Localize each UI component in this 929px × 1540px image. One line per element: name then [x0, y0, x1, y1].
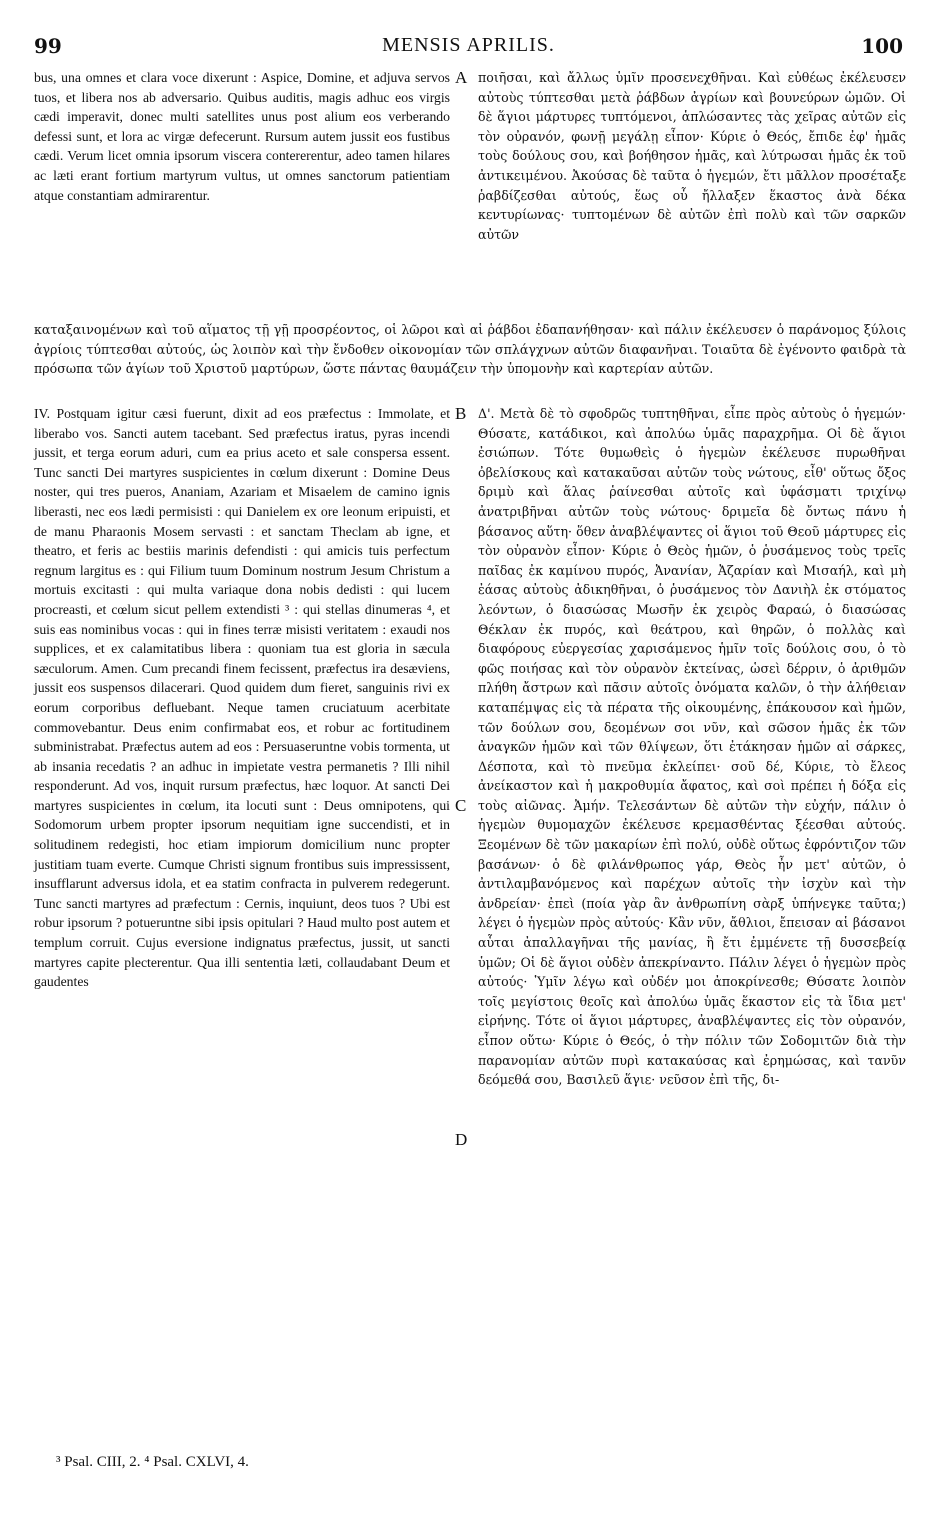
greek-column-main: Δ'. Μετὰ δὲ τὸ σφοδρῶς τυπτηθῆναι, εἶπε πρὸς αὐτοὺς ὁ ἡγεμών· Θύσατε, κατάδικοι, καὶ ἀπολύω ὑμᾶς παραχρῆμα. Οἱ δὲ ἅγιοι ἐσιώπων. Τότε θυμωθεὶς ὁ ἡγεμὼν ἐκέλευσε πυρωθῆναι ὀβελίσκους καὶ κατακαῦσαι αὐτῶν τοὺς νώτους, εἶθ' οὕτως ὄξος δριμὺ καὶ ἅλας ῥαίνεσθαι αὐτοῖς καὶ ὑφάσματι τριχίνῳ ἀνατριβῆναι αὐτῶν τοὺς νώτους· δριμεῖα δὲ ὄντως πάνυ ἡ βάσανος αὕτη· ὅθεν ἀναβλέψαντες οἱ ἅγιοι τοῦ Θεοῦ μάρτυρες εἰς τὸν οὐρανὸν εἶπον· Κύριε ὁ Θεὸς ἡμῶν, ὁ ῥυσάμενος τοὺς τρεῖς παῖδας ἐκ καμίνου πυρός, Ἀνανίαν, Ἀζαρίαν καὶ Μισαήλ, καὶ μὴ ἐάσας αὐτοὺς ἀδικηθῆναι, ὁ ῥυσάμενος τὸν Δανιὴλ ἐκ στόματος λεόντων, ὁ διασώσας Μωσῆν ἐκ χειρὸς Φαραώ, ὁ διασώσας Θέκλαν ἐκ πυρός, καὶ θεάτρου, καὶ θηρῶν, ὁ πολλὰς καὶ διαφόρους εὐεργεσίας χαρισάμενος ἡμῖν τοῖς δούλοις σου, ὁ τὸ φῶς ποιήσας καὶ τὸν οὐρανὸν ἐκτείνας, ὡσεὶ δέρριν, ὁ ἀριθμῶν πλήθη ἄστρων καὶ πᾶσιν αὐτοῖς ὀνόματα καλῶν, ὁ τὴν ἀλήθειαν καταπέμψας εἰς τὰ πέρατα τῆς οἰκουμένης, ἐπάκουσον καὶ ἡμῶν, τῶν δούλων σου, δεομένων σοι νῦν, καὶ σῶσον ἡμᾶς ἐκ τῶν ἀναγκῶν ἡμῶν καὶ τῶν θλίψεων, ὅτι ἐτάκησαν ἡμῶν αἱ σάρκες, Δέσποτα, καὶ τὸ πνεῦμα ἐκλείπει· σοῦ δέ, Κύριε, τὸ ἔλεος ἀνείκαστον καὶ ἡ μακροθυμία ἄφατος, καὶ σοὶ πρέπει ἡ δόξα εἰς τοὺς αἰῶνας. Ἀμήν. Τελεσάντων δὲ αὐτῶν τὴν εὐχήν, πάλιν ὁ ἡγεμὼν θυμομαχῶν ἐκέλευσε κρεμασθέντας ξέεσθαι αὐτούς. Ξεομένων δὲ τῶν μακαρίων ἐπὶ πολύ, οὐδὲ οὕτως ἐφρόντιζον τῶν βασάνων· ὁ δὲ φιλάνθρωπος γάρ, Θεὸς ἦν μετ' αὐτῶν, ὁ ἀντιλαμβανόμενος καὶ παρέχων αὐτοῖς τὴν ἰσχὺν καὶ τὴν ἀνδρείαν· ἐπεὶ (ποία γὰρ ἂν ἀνθρωπίνη σὰρξ ὑπήνεγκε ταῦτα;) λέγει ὁ ἡγεμὼν πρὸς αὐτούς· Κἂν νῦν, ἄθλιοι, ἔπεισαν αἱ βάσανοι αὗται ἀπαλλαγῆναι τῆς μανίας, ἢ ἔτι ἐμμένετε τῇ δυσσεβείᾳ ὑμῶν; Οἱ δὲ ἅγιοι οὐδὲν ἀπεκρίναντο. Πάλιν λέγει ὁ ἡγεμὼν πρὸς αὐτούς· Ὑμῖν λέγω καὶ οὐδέν μοι ἀποκρίνεσθε; Θύσατε λοιπὸν τοῖς μεγίστοις θεοῖς καὶ ἀπολύω ὑμᾶς ἕκαστον εἰς τὰ ἴδια μετ' εἰρήνης. Τότε οἱ ἅγιοι μάρτυρες, ἀναβλέψαντες εἰς τὸν οὐρανόν, εἶπον οὕτω· Κύριε ὁ Θεός, ὁ τὴν πόλιν τῶν Σοδομιτῶν διὰ τὴν παρανομίαν αὐτῶν πυρὶ κατακαύσας καὶ ἐρημώσας, καὶ τανῦν δεόμεθά σου, Βασιλεῦ ἅγιε· νεῦσον ἐπὶ τῆς, δι- [478, 406, 906, 1088]
margin-letter-b: B [455, 404, 467, 423]
running-header [34, 34, 903, 64]
margin-letter-d: D [455, 1130, 468, 1149]
footnotes: ³ Psal. CIII, 2. ⁴ Psal. CXLVI, 4. [56, 1454, 249, 1470]
margin-letter-a: A [455, 68, 468, 87]
margin-letter-c: C [455, 796, 467, 815]
page-number-left: 99 [34, 34, 62, 58]
greek-full-width: καταξαινομένων καὶ τοῦ αἵματος τῇ γῇ προσρέοντος, οἱ λῶροι καὶ αἱ ῥάβδοι ἐδαπανήθησαν· καὶ πάλιν ἐκέλευσεν ὁ παράνομος ξύλοις ἀγρίοις τύπτεσθαι αὐτούς, ὡς λοιπὸν καὶ τὴν ἔνδοθεν οἰκονομίαν τῶν σπλάγχνων αὐτῶν διαφανῆναι. Τοιαῦτα δὲ ἐγένοντο φαιδρὰ τὰ πρόσωπα τῶν ἁγίων τοῦ Χριστοῦ μαρτύρων, ὥστε πάντας θαυμάζειν τὴν ὑπομονὴν καὶ καρτερίαν αὐτῶν. [34, 322, 906, 377]
latin-column-top: bus, una omnes et clara voce dixerunt : Aspice, Domine, et adjuva servos tuos, et libera nos ab adversario. Quibus auditis, magis adhuc eos virgis cædi imperavit, donec multi satellites unus post alium eos verberando defessi sunt, et lora ac virgæ defecerunt. Rursum autem jussit eos fustibus cædi. Verum licet omnia ipsorum viscera contererentur, adeo tamen hilares ac læti erant fortium martyrum vultus, ut omnes sanctorum patientiam atque constantiam admirarentur. [34, 70, 450, 203]
greek-column-top: ποιῆσαι, καὶ ἄλλως ὑμῖν προσενεχθῆναι. Καὶ εὐθέως ἐκέλευσεν αὐτοὺς τύπτεσθαι μετὰ ῥάβδων ἀγρίων καὶ βουνεύρων ὠμῶν. Οἱ δὲ ἅγιοι μάρτυρες τυπτόμενοι, ἁπλώσαντες τὰς χεῖρας αὐτῶν εἰς τὸν οὐρανόν, φωνῇ μεγάλῃ εἶπον· Κύριε ὁ Θεός, ἔπιδε ἐφ' ἡμᾶς τοὺς δούλους σου, καὶ βοήθησον ἡμᾶς, καὶ λύτρωσαι ἡμᾶς ἐκ τοῦ ἀντικειμένου. Ἀκούσας δὲ ταῦτα ὁ ἡγεμών, ἔτι μᾶλλον προσέταξε ῥαβδίζεσθαι αὐτούς, ἕως οὗ ἤλλαξεν ἕκαστος ἀνὰ δέκα κεντυρίωνας· τυπτομένων δὲ αὐτῶν ἐπὶ πολὺ καὶ τῶν σαρκῶν αὐτῶν [478, 70, 906, 242]
latin-column-main: IV. Postquam igitur cæsi fuerunt, dixit ad eos præfectus : Immolate, et liberabo vos. Sancti autem tacebant. Sed præfectus iratus, pyras incendi jussit, et terga eorum aduri, cum ea prius aceto et sale conspersa essent. Tunc sancti Dei martyres suspicientes in cœlum dixerunt : Domine Deus noster, qui tres pueros, Ananiam, Azariam et Misaelem de camino ignis liberasti, nec eos lædi permisisti : qui Danielem ex ore leonum eripuisti, et de manu Pharaonis Mosem servasti : et sanctam Theclam ab igne, et theatro, et feris ac bestiis marinis defendisti : qui amicis tuis perfectum regnum largitus es : qui Filium tuum Dominum nostrum Jesum Christum a mortuis excitasti : qui multa variaque dona nobis dedisti : qui lucem procreasti, et cœlum sicut pellem extendisti ³ : qui stellas dinumeras ⁴, et suis eas nominibus vocas : qui in fines terræ misisti veritatem : exaudi nos supplices, et ex calamitatibus libera : quoniam tua est gloria in sæcula sæculorum. Amen. Cum precandi finem fecissent, præfectus ira desæviens, jussit eos suspensos dilacerari. Quod quidem dum fieret, sanguinis rivi ex eorum corporibus defluebant. Neque tamen cruciatuum acerbitate commovebantur. Deus enim confirmabat eos, et robur ac fortitudinem subministrabat. Præfectus autem ad eos : Persuaseruntne vobis tormenta, ut ab insania recedatis ? an adhuc in impietate vestra permanetis ? Illi nihil responderunt. Ad vos, inquit rursum præfectus, hæc loquor. At sancti Dei martyres suspicientes in cœlum, ita locuti sunt : Deus omnipotens, qui Sodomorum urbem propter ipsorum nequitiam igne succendisti, et in solitudinem redegisti, hoc etiam impiorum domicilium nunc propter justitiam tuam everte. Cumque Christi signum frontibus suis impressissent, insufflarunt adversus idola, et ea statim confracta in pulverem redegerunt. Tunc sancti martyres ad præfectum : Cernis, inquiunt, deos tuos ? Ubi est robur ipsorum ? potueruntne sibi ipsis opitulari ? Haud multo post autem et templum corruit. Cujus eversione indignatus præfectus, jussit, ut sancti martyres capite plecterentur. Qua illi sententia læti, collaudabant Deum et gaudentes [34, 406, 450, 990]
page-number-right: 100 [861, 34, 903, 58]
running-title: MENSIS APRILIS. [382, 34, 555, 56]
